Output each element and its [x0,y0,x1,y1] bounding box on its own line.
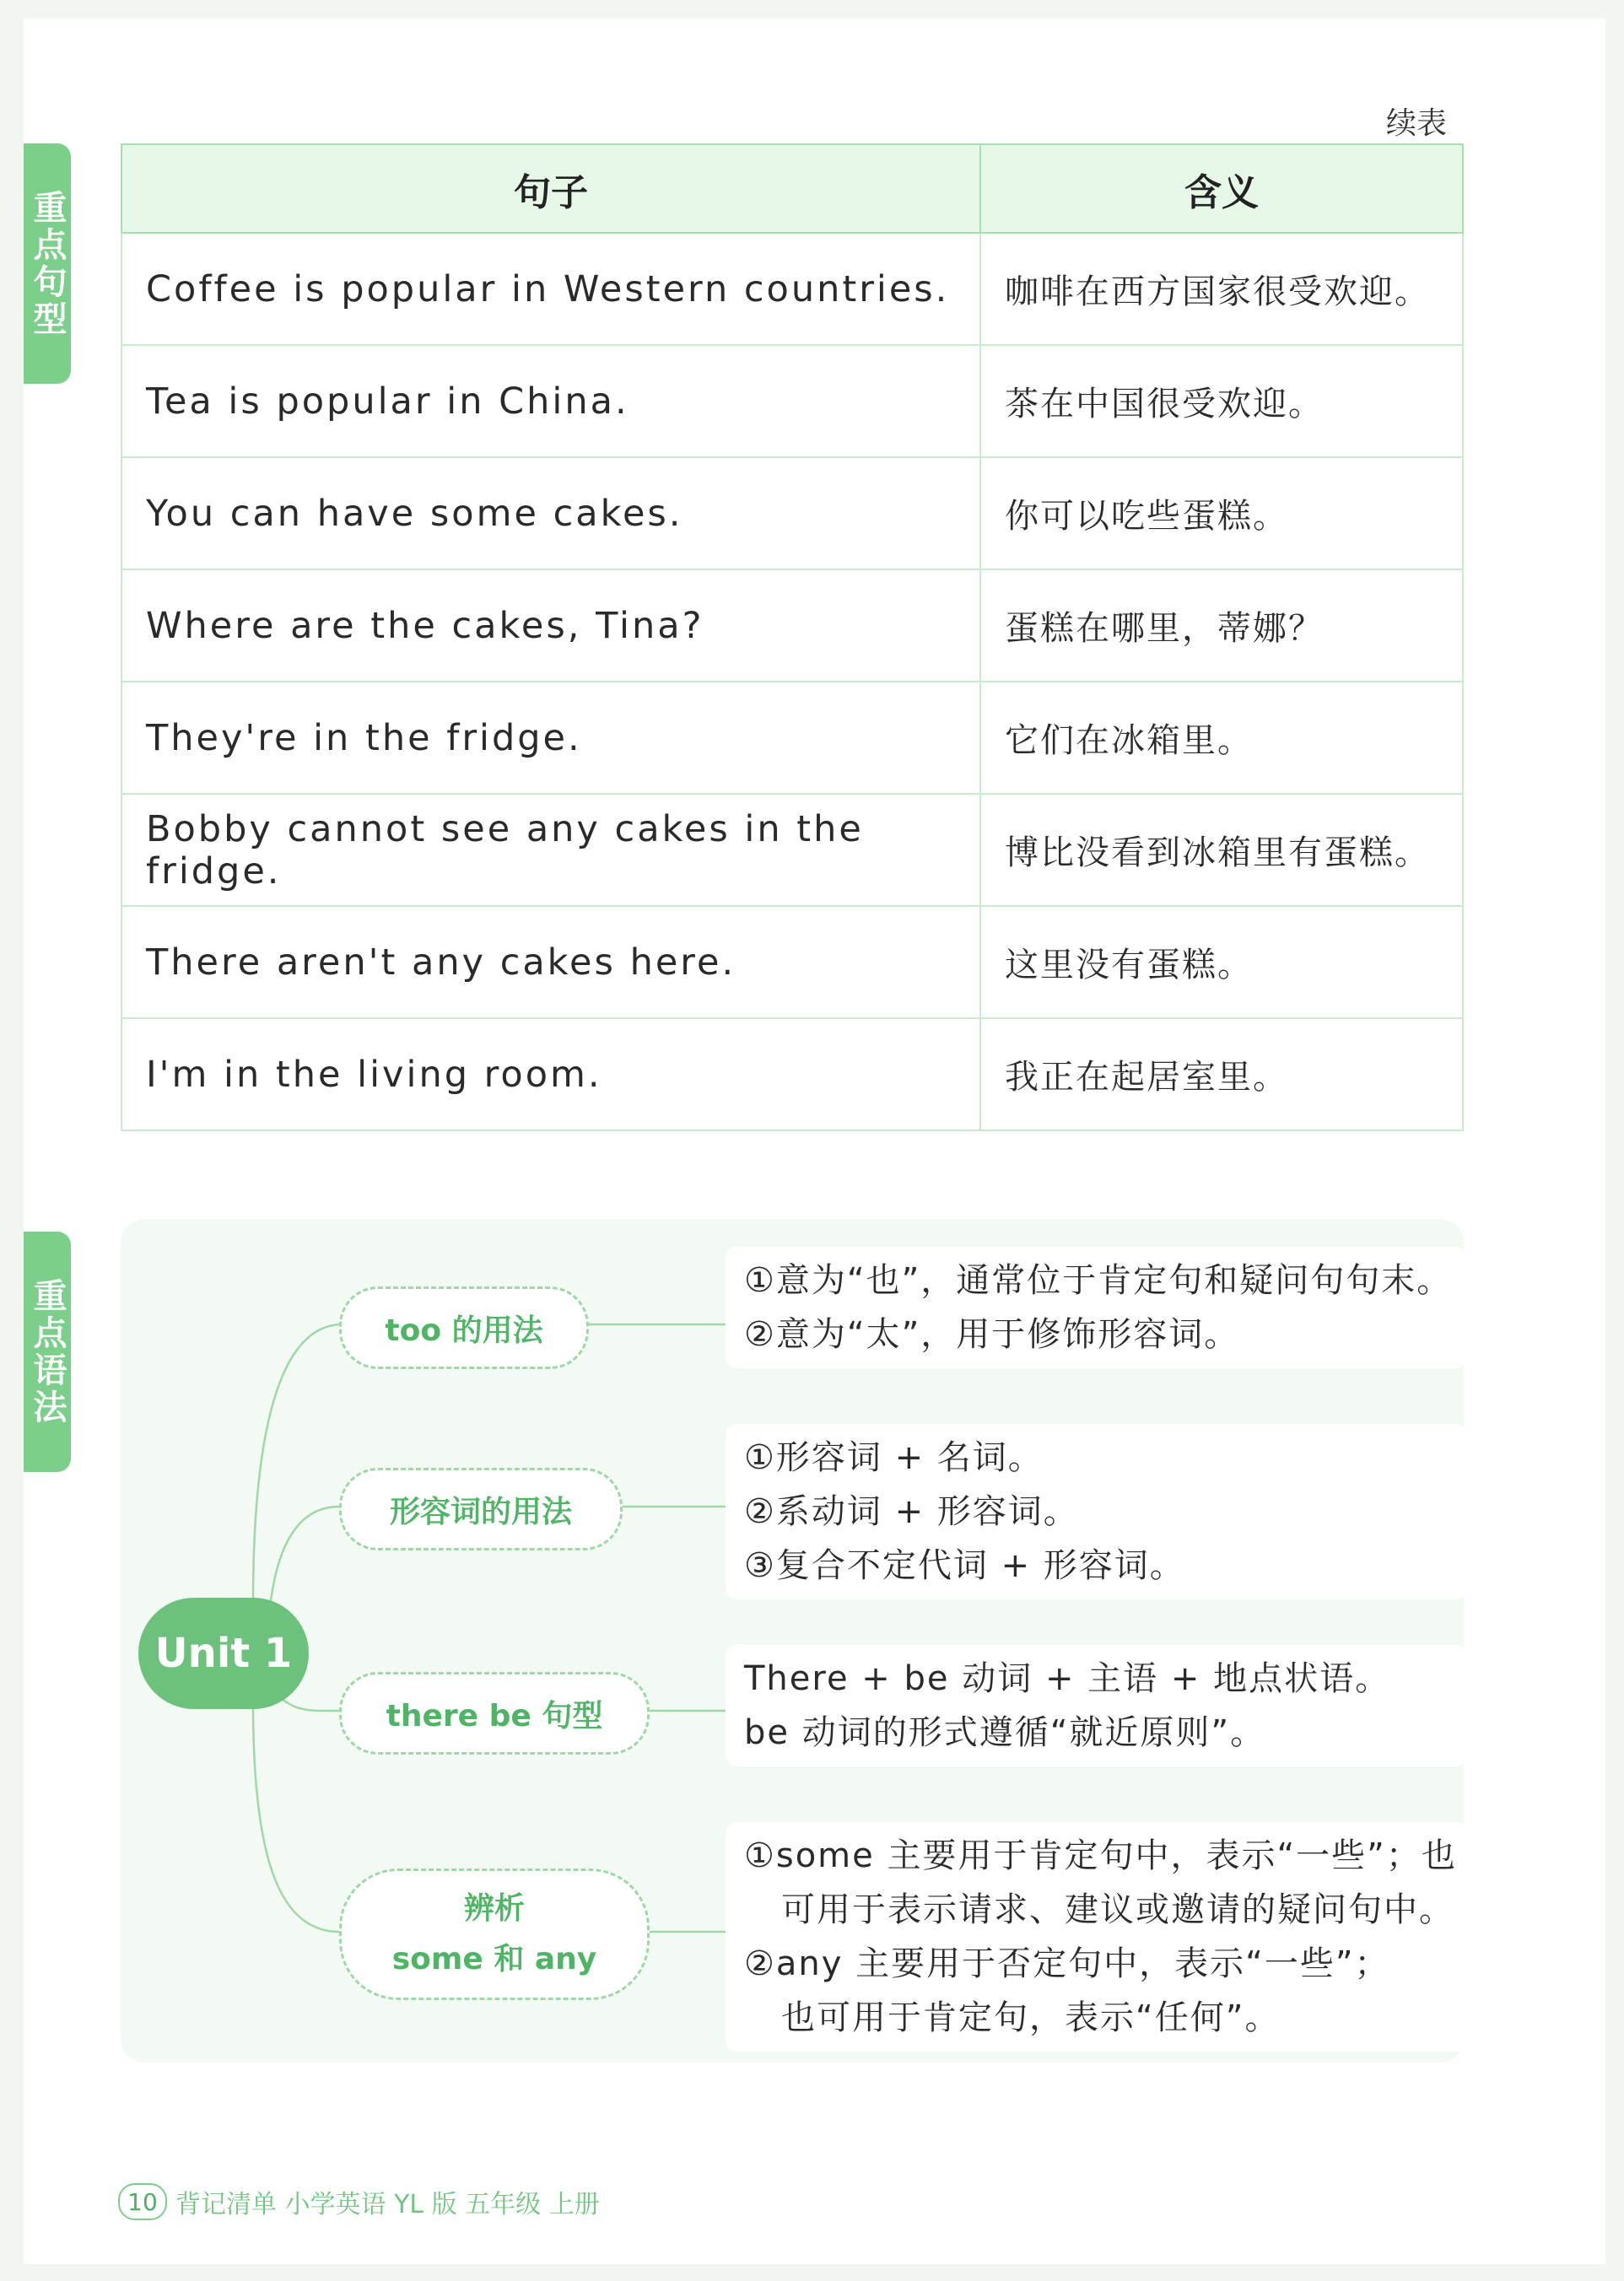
sentence-zh: 茶在中国很受欢迎。 [980,345,1463,457]
branch-some-any-line1: 辨析 [463,1891,525,1926]
note-line: ①意为“也”，通常位于肯定句和疑问句句末。 [744,1261,1453,1300]
sentence-zh: 你可以吃些蛋糕。 [980,457,1463,569]
note-there-be [726,1645,1467,1766]
branch-there-be: there be 句型 [339,1672,650,1755]
note-line: ②any 主要用于否定句中，表示“一些”； [744,1944,1390,1983]
sentence-en: They're in the fridge. [121,682,980,794]
sentence-zh: 蛋糕在哪里，蒂娜？ [980,569,1463,682]
branch-too-usage: too 的用法 [339,1286,589,1369]
note-line: ①some 主要用于肯定句中，表示“一些”；也 [744,1836,1457,1875]
page-footer [118,2183,600,2220]
sentence-zh: 它们在冰箱里。 [980,682,1463,794]
connector-too [253,1324,339,1603]
note-some-any [726,1822,1467,2052]
connector-some-any [253,1704,339,1932]
sentence-zh: 我正在起居室里。 [980,1018,1463,1130]
connector-there-be [278,1696,339,1711]
branch-adjective-usage: 形容词的用法 [339,1468,623,1550]
side-tab-key-grammar: 重点语法 [24,1232,71,1472]
note-line: ③复合不定代词 + 形容词。 [744,1546,1185,1585]
sentence-en: Where are the cakes, Tina? [121,569,980,682]
note-line: There + be 动词 + 主语 + 地点状语。 [744,1659,1391,1698]
sentence-zh: 咖啡在西方国家很受欢迎。 [980,233,1463,345]
note-adjective [726,1424,1467,1599]
side-tab-key-sentences: 重点句型 [24,143,71,384]
note-line: 也可用于肯定句，表示“任何”。 [781,1998,1281,2037]
sentence-en: Coffee is popular in Western countries. [121,233,980,345]
note-line: be 动词的形式遵循“就近原则”。 [744,1713,1266,1752]
sentence-en: Bobby cannot see any cakes in the fridge. [121,794,980,906]
sentence-en: There aren't any cakes here. [121,906,980,1018]
branch-some-any [339,1868,650,2000]
sentence-zh: 博比没看到冰箱里有蛋糕。 [980,794,1463,906]
header-meaning: 含义 [980,144,1463,233]
sentence-en: Tea is popular in China. [121,345,980,457]
note-line: 可用于表示请求、建议或邀请的疑问句中。 [781,1890,1454,1929]
branch-some-any-line2: some 和 any [391,1942,597,1976]
sentence-en: You can have some cakes. [121,457,980,569]
page-number: 10 [118,2183,167,2220]
sentence-en: I'm in the living room. [121,1018,980,1130]
unit-center-node: Unit 1 [143,1603,304,1704]
continued-table-label: 续表 [1385,106,1447,141]
note-line: ②意为“太”，用于修饰形容词。 [744,1315,1240,1354]
note-too [726,1247,1467,1368]
header-sentence: 句子 [121,144,980,233]
sentence-zh: 这里没有蛋糕。 [980,906,1463,1018]
note-line: ②系动词 + 形容词。 [744,1492,1079,1531]
note-line: ①形容词 + 名词。 [744,1438,1044,1477]
book-title: 背记清单 小学英语 YL 版 五年级 上册 [175,2190,600,2219]
connector-adjective [270,1507,339,1607]
